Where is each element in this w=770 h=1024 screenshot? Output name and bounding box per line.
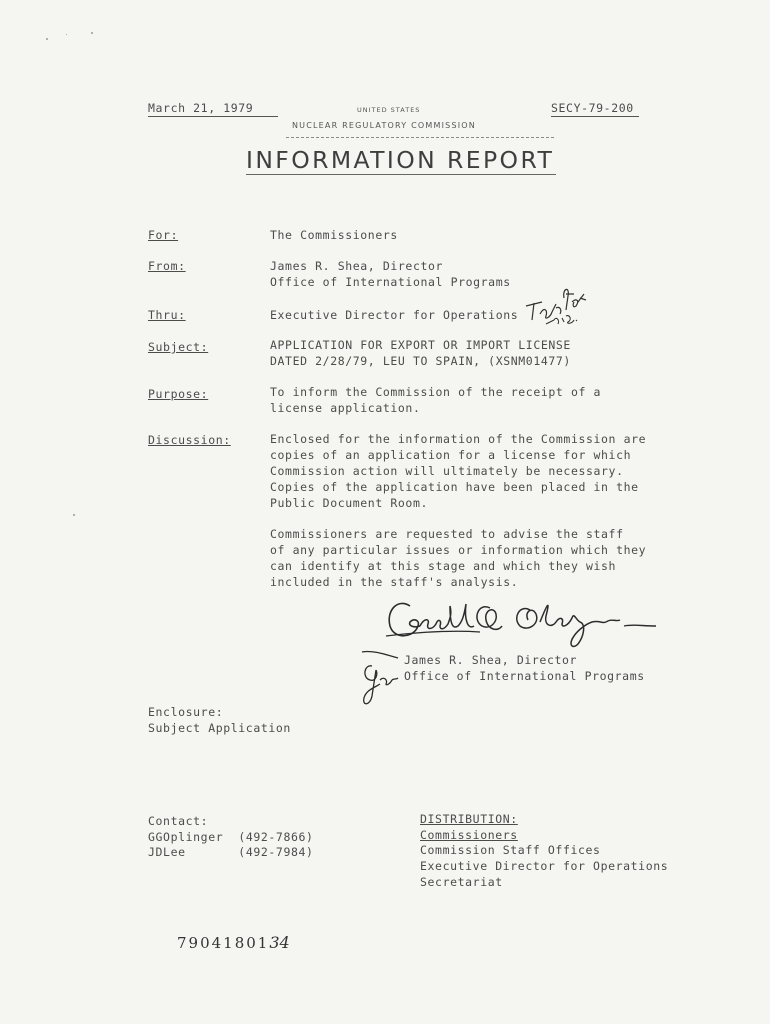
handwritten-signature — [380, 592, 660, 654]
discussion-p1-line: Commission action will ultimately be necessary. — [270, 464, 624, 478]
scan-speck — [91, 32, 93, 34]
title-underline — [246, 174, 556, 175]
distribution-item: Executive Director for Operations — [420, 859, 669, 873]
from-label: From: — [148, 259, 186, 273]
handwritten-initials — [358, 644, 404, 710]
subject-line-2: DATED 2/28/79, LEU TO SPAIN, (XSNM01477) — [270, 354, 571, 368]
contact-name: GGOplinger — [148, 829, 224, 844]
scan-speck — [46, 38, 48, 40]
from-line-2: Office of International Programs — [270, 275, 511, 289]
doc-id: SECY-79-200 — [551, 101, 639, 117]
discussion-p1-line: copies of an application for a license for which — [270, 448, 632, 462]
contact-name: JDLee — [148, 845, 186, 859]
discussion-p1-line: Copies of the application have been placed in the — [270, 480, 639, 494]
discussion-label: Discussion: — [148, 433, 231, 447]
document-number-handwritten: 34 — [269, 933, 290, 952]
memo-date: March 21, 1979 — [148, 101, 278, 117]
purpose-line-1: To inform the Commission of the receipt of a — [270, 385, 602, 399]
for-value: The Commissioners — [270, 228, 398, 242]
discussion-p1-line: Enclosed for the information of the Commission are — [270, 432, 647, 446]
document-number-printed: 79041801 — [177, 934, 270, 952]
thru-handwritten-annotation — [520, 276, 590, 328]
scan-speck — [73, 514, 75, 516]
signature-name: James R. Shea, Director — [404, 653, 578, 667]
signature-office: Office of International Programs — [404, 669, 645, 683]
thru-value: Executive Director for Operations — [270, 308, 519, 322]
agency-line-2: NUCLEAR REGULATORY COMMISSION — [292, 121, 476, 130]
purpose-line-2: license application. — [270, 401, 421, 415]
contact-label: Contact: — [148, 814, 209, 828]
contact-phone: (492-7866) — [238, 829, 314, 844]
agency-line-1: UNITED STATES — [357, 106, 421, 114]
enclosure-block — [148, 704, 291, 736]
header-rule — [286, 137, 554, 138]
contact-phone: (492-7984) — [238, 845, 314, 859]
discussion-p2-line: included in the staff's analysis. — [270, 575, 519, 589]
purpose-label: Purpose: — [148, 387, 209, 401]
discussion-p2-line: of any particular issues or information which they — [270, 543, 647, 557]
discussion-p2-line: can identify at this stage and which they wish — [270, 559, 617, 573]
for-label: For: — [148, 228, 179, 242]
distribution-item: Secretariat — [420, 875, 503, 889]
page-title: INFORMATION REPORT — [246, 146, 555, 174]
contact-block — [148, 814, 314, 861]
scan-speck — [66, 34, 67, 35]
discussion-p1-line: Public Document Room. — [270, 496, 428, 510]
from-line-1: James R. Shea, Director — [270, 259, 444, 273]
distribution-item: Commissioners — [420, 828, 518, 842]
distribution-item: Commission Staff Offices — [420, 843, 601, 857]
enclosure-item: Subject Application — [148, 721, 291, 735]
enclosure-label: Enclosure: — [148, 705, 224, 719]
discussion-p2-line: Commissioners are requested to advise the staff — [270, 527, 624, 541]
distribution-label: DISTRIBUTION: — [420, 812, 518, 826]
subject-label: Subject: — [148, 340, 209, 354]
document-number — [177, 933, 290, 952]
thru-label: Thru: — [148, 308, 186, 322]
subject-line-1: APPLICATION FOR EXPORT OR IMPORT LICENSE — [270, 338, 571, 352]
